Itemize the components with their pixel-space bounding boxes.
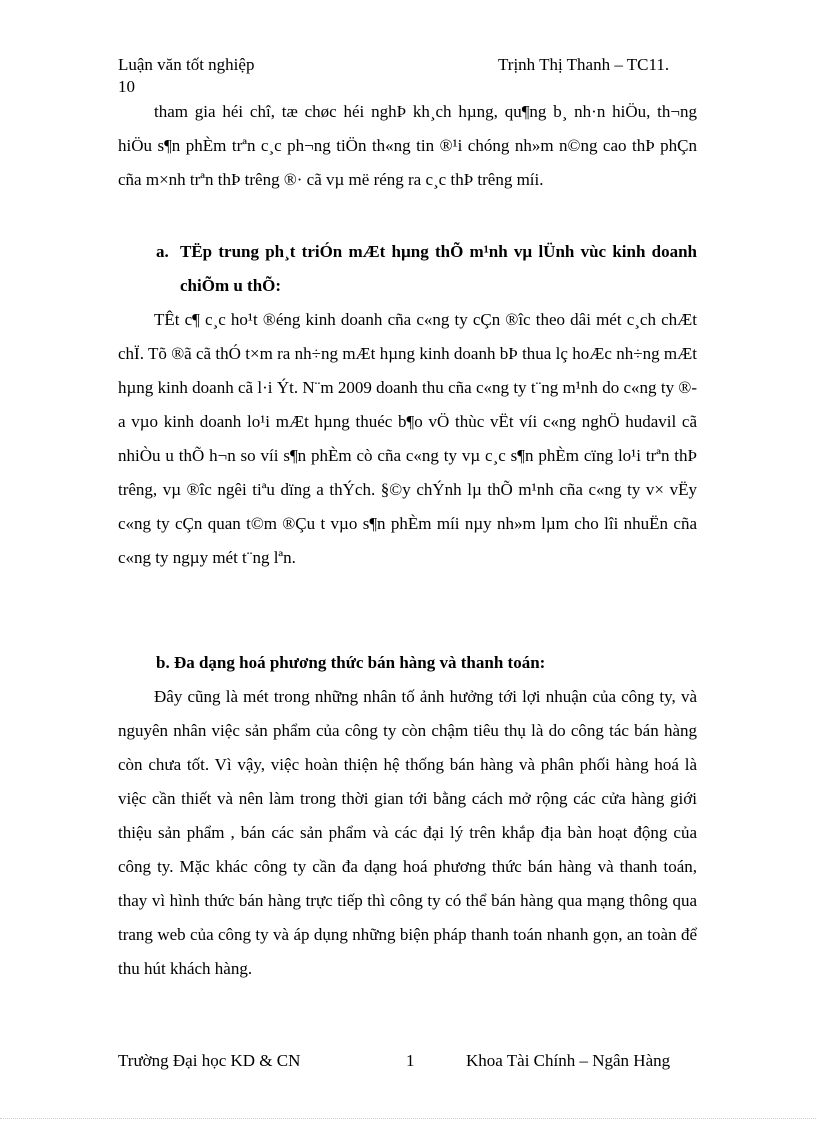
footer-right: Khoa Tài Chính – Ngân Hàng — [466, 1051, 671, 1070]
paragraph-2: TÊt c¶ c¸c ho¹t ®éng kinh doanh cña c«ng ty cÇn ®îc theo dâi mét c¸ch chÆt chÏ. Tõ ®ã cã thÓ t×m ra nh÷ng mÆt hµng kinh doanh bÞ thua lç hoÆc nh÷ng mÆt hµng kinh doanh cã l·i Ýt. N¨m 2009 doanh thu cña c«ng ty t¨ng m¹nh do c«ng ty ®a vµo kinh doanh lo¹i mÆt hµng thuéc b¶o vÖ thùc vËt víi c«ng nghÖ hudavil cã nhiÒu u thÕ h¬n so víi s¶n phÈm cò cña c«ng ty vµ c¸c s¶n phÈm cïng lo¹i trªn thÞ trêng, vµ ®îc ngêi tiªu dïng a thÝch. §©y chÝnh lµ thÕ m¹nh cña c«ng ty v× vËy c«ng ty cÇn quan t©m ®Çu t vµo s¶n phÈm míi nµy nh»m lµm cho lîi nhuËn cña c«ng ty ngµy mét t¨ng lªn. — [118, 310, 697, 567]
heading-b: b. Đa dạng hoá phương thức bán hàng và thanh toán: — [156, 653, 546, 672]
heading-a-letter: a. — [156, 242, 169, 261]
paragraph-1: tham gia héi chî, tæ chøc héi nghÞ kh¸ch hµng, qu¶ng b¸ nh·n hiÖu, th¬ng hiÖu s¶n phÈm trªn c¸c ph¬ng tiÖn th«ng tin ®¹i chóng nh»m n©ng cao thÞ phÇn cña m×nh trªn thÞ trêng ®· cã vµ më réng ra c¸c thÞ trêng míi. — [118, 102, 697, 189]
header-continuation: 10 — [118, 77, 135, 96]
header-right: Trịnh Thị Thanh – TC11. — [498, 55, 670, 74]
header-left: Luận văn tốt nghiệp — [118, 55, 255, 74]
page-number: 1 — [406, 1051, 415, 1070]
page-break-line — [0, 1118, 816, 1119]
heading-a: TËp trung ph¸t triÓn mÆt hµng thÕ m¹nh vµ lÜnh vùc kinh doanh chiÕm u thÕ: — [180, 242, 697, 295]
paragraph-3: Đây cũng là mét trong những nhân tố ảnh hưởng tới lợi nhuận của công ty, và nguyên nhân việc sản phẩm của công ty còn chậm tiêu thụ là do công tác bán hàng còn chưa tốt. Vì vậy, việc hoàn thiện hệ thống bán hàng và phân phối hàng hoá là việc cần thiết và nên làm trong thời gian tới bằng cách mở rộng các cửa hàng giới thiệu sản phẩm , bán các sản phẩm và các đại lý trên khắp địa bàn hoạt động của công ty. Mặc khác công ty cần đa dạng hoá phương thức bán hàng và thanh toán, thay vì hình thức bán hàng trực tiếp thì công ty có thể bán hàng qua mạng thông qua trang web của công ty và áp dụng những biện pháp thanh toán nhanh gọn, an toàn để thu hút khách hàng. — [118, 687, 697, 978]
footer-left: Trường Đại học KD & CN — [118, 1051, 301, 1070]
